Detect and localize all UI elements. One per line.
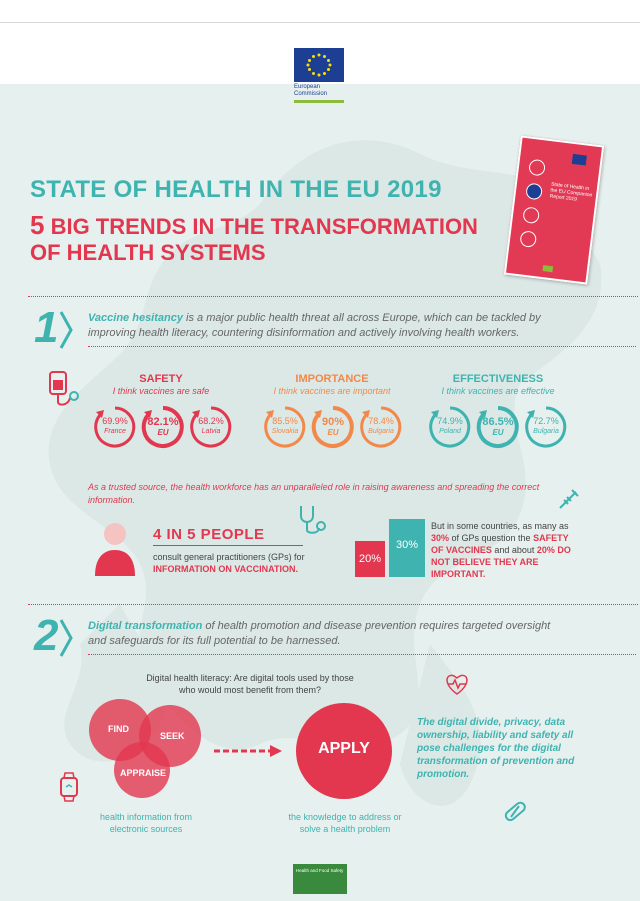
section-divider: [28, 296, 638, 297]
ring-arrow-icon: [358, 404, 404, 450]
ring-country-label: Slovakia: [271, 428, 299, 435]
smartwatch-icon: [56, 772, 82, 802]
importance-subtitle: I think vaccines are important: [273, 386, 391, 396]
ring-country-label: EU: [327, 428, 339, 437]
chevron-right-icon: [58, 310, 74, 350]
caption-left: health information from electronic sources: [99, 812, 193, 834]
vaccine-ring: [310, 404, 356, 450]
gps-text-4: SAFETY OF VACCINES: [431, 533, 569, 555]
gps-text-3: of GPs question the: [449, 533, 534, 543]
venn-diagram: [88, 698, 218, 798]
vaccine-ring: [523, 404, 569, 450]
vaccine-ring: [427, 404, 473, 450]
venn-find-label: FIND: [108, 724, 129, 734]
vaccine-ring: [188, 404, 234, 450]
bar-20-percent: 20%: [355, 541, 385, 577]
vaccine-ring: [262, 404, 308, 450]
effectiveness-title: EFFECTIVENESS: [452, 373, 544, 385]
footer-logo-text: Health and Food Safety: [296, 868, 344, 873]
report-circle-icon: [519, 230, 537, 248]
ring-country-label: EU: [157, 428, 169, 437]
ring-value: 85.5%: [272, 416, 298, 426]
eu-stars-icon: [294, 48, 344, 82]
gps-text-2: 30%: [431, 533, 450, 543]
four-in-five-underline: [153, 545, 303, 546]
subtitle-line2: OF HEALTH SYSTEMS: [30, 240, 266, 265]
gps-text-5: and about: [491, 545, 537, 555]
subtitle-number: 5: [30, 210, 45, 240]
eu-flag-icon: [294, 48, 344, 82]
section2-intro-bold: Digital transformation: [88, 620, 203, 632]
section1-intro-bold: Vaccine hesitancy: [88, 312, 183, 324]
ring-arrow-icon: [523, 404, 569, 450]
venn-appraise-label: APPRAISE: [120, 768, 167, 778]
ring-country-label: Bulgaria: [533, 428, 559, 435]
ring-value: 72.7%: [533, 416, 559, 426]
ring-value: 69.9%: [102, 416, 128, 426]
report-flag-icon: [572, 154, 587, 166]
subtitle-line1: [30, 210, 478, 241]
arrow-right-icon: [214, 744, 284, 758]
section2-divider: [88, 654, 636, 655]
apply-circle: [296, 703, 392, 799]
main-title: STATE OF HEALTH IN THE EU 2019: [30, 176, 442, 203]
european-commission-logo: [294, 48, 346, 110]
vaccine-ring: [358, 404, 404, 450]
header-divider: [0, 22, 640, 23]
four-in-five-heading: 4 IN 5 PEOPLE: [153, 526, 265, 543]
ring-country-label: EU: [492, 428, 504, 437]
person-icon: [93, 520, 137, 578]
section1-divider: [88, 346, 636, 347]
ring-country-label: France: [104, 428, 126, 435]
report-circle-icon: [525, 183, 543, 201]
gps-question-text: [431, 520, 576, 580]
section2-intro-text: of health promotion and disease prevention requires targeted oversight and safeguards for its full potential to be harnessed.: [88, 620, 551, 647]
caption-right: the knowledge to address or solve a health problem: [288, 812, 402, 834]
consult-text-bold: INFORMATION ON VACCINATION.: [153, 564, 298, 574]
syringe-icon: [556, 486, 582, 512]
heartbeat-icon: [444, 672, 470, 696]
ring-arrow-icon: [427, 404, 473, 450]
section2-number: 2: [34, 611, 59, 660]
ring-country-label: Poland: [439, 428, 461, 435]
venn-seek-label: SEEK: [160, 731, 185, 741]
report-title: State of Health in the EU Companion Report 2019: [549, 181, 593, 203]
trusted-source-text: As a trusted source, the health workforce has an unparalleled role in raising awareness and spreading the correct information.: [88, 482, 540, 505]
digital-divide-text: The digital divide, privacy, data ownership, liability and safety all pose challenges for the digital transformation of prevention and promotion.: [417, 717, 575, 780]
report-green-logo: [542, 265, 553, 272]
report-circle-icon: [522, 206, 540, 224]
section2-intro: [88, 619, 558, 649]
stethoscope-icon: [295, 502, 329, 538]
ring-value: 82.1%: [147, 416, 179, 428]
ring-country-label: Bulgaria: [368, 428, 394, 435]
gps-text-1: But in some countries, as many as: [431, 521, 569, 531]
ring-value: 68.2%: [198, 416, 224, 426]
ring-arrow-icon: [188, 404, 234, 450]
subtitle-line1-text: BIG TRENDS IN THE TRANSFORMATION: [44, 214, 478, 239]
ec-logo-bar: [294, 100, 344, 103]
consult-text: [153, 551, 333, 575]
blood-bag-icon: [46, 368, 86, 408]
importance-title: IMPORTANCE: [295, 373, 369, 385]
vaccine-ring: [92, 404, 138, 450]
safety-subtitle: I think vaccines are safe: [112, 386, 210, 396]
ring-country-label: Latvia: [201, 428, 221, 435]
report-cover-image: [504, 135, 604, 284]
section1-number: 1: [34, 303, 59, 352]
report-circle-icon: [528, 159, 546, 177]
safety-title: SAFETY: [139, 373, 183, 385]
chevron-right-icon: [58, 618, 74, 658]
ring-arrow-icon: [262, 404, 308, 450]
ring-arrow-icon: [92, 404, 138, 450]
health-food-safety-logo: [293, 864, 347, 894]
effectiveness-subtitle: I think vaccines are effective: [441, 386, 555, 396]
literacy-question: Digital health literacy: Are digital tools used by those who would most benefit from them?: [146, 673, 354, 695]
ring-value: 78.4%: [368, 416, 394, 426]
vaccine-ring: [475, 404, 521, 450]
consult-text-plain: consult general practitioners (GPs) for: [153, 552, 305, 562]
bar-30-percent: 30%: [389, 519, 425, 577]
vaccine-ring: [140, 404, 186, 450]
ec-logo-text: European Commission: [294, 84, 328, 97]
section1-intro-text: is a major public health threat all across Europe, which can be tackled by improving health literacy, countering disinformation and actively involving health workers.: [88, 312, 541, 339]
gps-text-6: 20% DO NOT BELIEVE THEY ARE IMPORTANT.: [431, 545, 571, 579]
ring-value: 86.5%: [482, 416, 514, 428]
apply-label: APPLY: [318, 740, 370, 757]
ring-value: 90%: [321, 416, 345, 428]
pill-icon: [502, 798, 528, 824]
ring-value: 74.9%: [437, 416, 463, 426]
section1-intro: [88, 311, 558, 341]
section-divider: [28, 604, 638, 605]
